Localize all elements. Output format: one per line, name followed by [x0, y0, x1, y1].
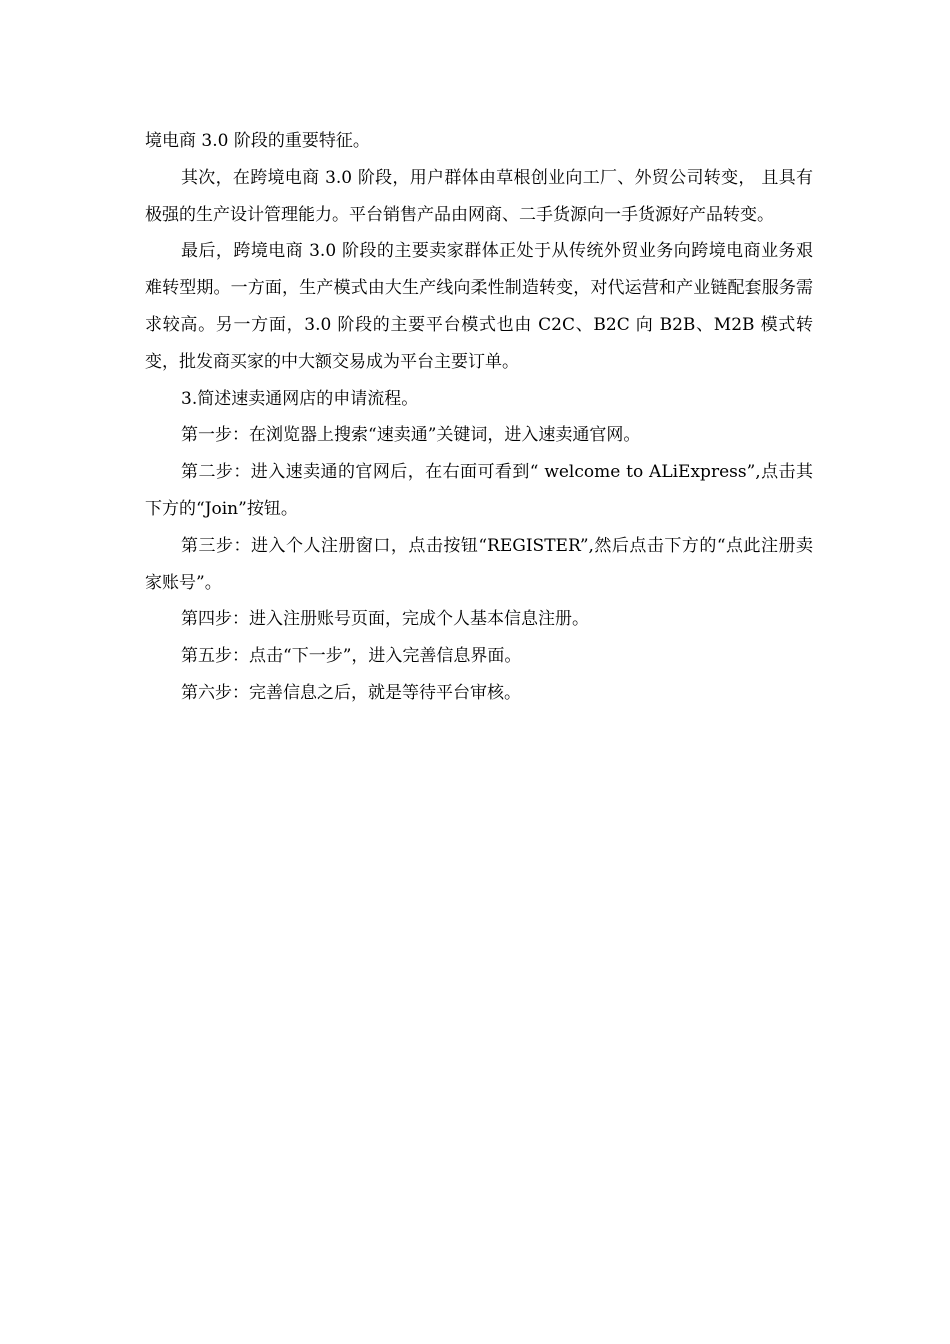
step-six: 第六步：完善信息之后，就是等待平台审核。	[181, 682, 521, 703]
paragraph-continuation: 境电商 3.0 阶段的重要特征。	[145, 131, 370, 151]
step-one: 第一步：在浏览器上搜索“速卖通”关键词，进入速卖通官网。	[181, 425, 641, 446]
step-three: 第三步：进入个人注册窗口，点击按钮“REGISTER”,然后点击下方的“点此注册卖家账号”。	[145, 535, 813, 593]
paragraph-user-groups: 其次，在跨境电商 3.0 阶段，用户群体由草根创业向工厂、外贸公司转变， 且具有极强的生产设计管理能力。平台销售产品由网商、二手货源向一手货源好产品转变。	[145, 167, 813, 225]
document-body	[145, 123, 813, 712]
step-two: 第二步：进入速卖通的官网后，在右面可看到“ welcome to ALiExpress”,点击其下方的“Join”按钮。	[145, 462, 813, 519]
paragraph-seller-groups: 最后，跨境电商 3.0 阶段的主要卖家群体正处于从传统外贸业务向跨境电商业务艰难转型期。一方面，生产模式由大生产线向柔性制造转变，对代运营和产业链配套服务需求较高。另一方面，3.0 阶段的主要平台模式也由 C2C、B2C 向 B2B、M2B 模式转变，批发商买家的中大额交易成为平台主要订单。	[145, 241, 813, 372]
step-four: 第四步：进入注册账号页面，完成个人基本信息注册。	[181, 609, 589, 630]
step-five: 第五步：点击“下一步”，进入完善信息界面。	[181, 646, 522, 667]
question-heading: 3.简述速卖通网店的申请流程。	[181, 388, 419, 409]
